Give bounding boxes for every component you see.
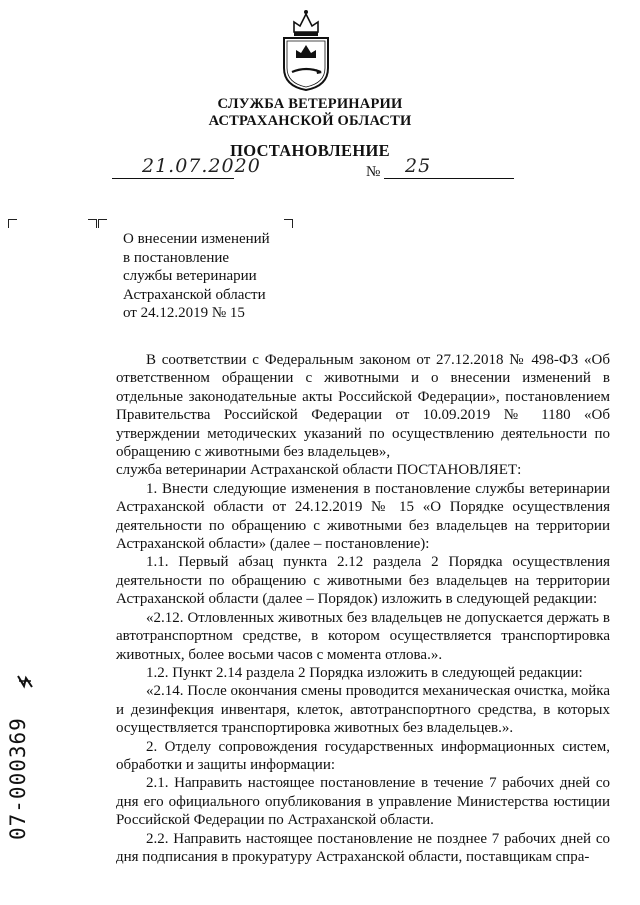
document-subject [123,230,270,323]
corner-bracket [284,219,293,228]
handwritten-number: 25 [405,155,432,177]
subject-line: службы ветеринарии [123,268,257,284]
coat-of-arms-emblem [276,6,336,92]
paragraph-item-1: 1. Внести следующие изменения в постановление службы ветеринарии Астраханской области от 24.12.2019 № 15 «О Порядке осуществления деятельности по обращению с животными без владельцев на территории Астраханской области» (далее – постановление): [116,480,610,553]
paragraph-quote-2-12: «2.12. Отловленных животных без владельцев не допускается держать в автотранспортном средстве, в котором осуществляется транспортировка животных, более восьми часов с момента отлова.». [116,609,610,663]
subject-line: от 24.12.2019 № 15 [123,305,245,321]
number-sign: № [366,164,381,180]
corner-bracket [8,219,17,228]
org-name-line2: АСТРАХАНСКОЙ ОБЛАСТИ [208,113,412,129]
date-underline [112,178,234,179]
org-name-line1: СЛУЖБА ВЕТЕРИНАРИИ [217,96,403,112]
paragraph-item-2-2: 2.2. Направить настоящее постановление не позднее 7 рабочих дней со дня подписания в прокуратуру Астраханской области, поставщикам спра- [116,830,610,865]
subject-line: Астраханской области [123,286,266,303]
corner-bracket [98,219,107,228]
corner-bracket [88,219,97,228]
number-underline [384,178,514,179]
registration-stamp: 07-000369 [6,717,30,840]
paragraph-item-1-2: 1.2. Пункт 2.14 раздела 2 Порядка изложить в следующей редакции: [146,664,583,681]
document-body [116,351,610,866]
subject-line: О внесении изменений [123,231,270,247]
paragraph-quote-2-14: «2.14. После окончания смены проводится механическая очистка, мойка и дезинфекция инвентаря, клеток, автотранспортного средства, в которых осуществляется транспортировка животных без владельцев.». [116,683,610,737]
paragraph-item-2-1: 2.1. Направить настоящее постановление в течение 7 рабочих дней со дня его официального опубликования в управление Министерства юстиции Российской Федерации по Астраханской области. [116,775,610,829]
handwritten-date: 21.07.2020 [142,155,261,177]
paragraph-resolves: служба ветеринарии Астраханской области ПОСТАНОВЛЯЕТ: [116,462,522,479]
document-type-title: ПОСТАНОВЛЕНИЕ [230,141,390,160]
paragraph-item-1-1: 1.1. Первый абзац пункта 2.12 раздела 2 Порядка осуществления деятельности по обращению с животными без владельцев на территории Астраханской области (далее – Порядок) изложить в следующей редакции: [116,554,610,608]
paragraph-item-2: 2. Отделу сопровождения государственных информационных систем, обработки и защиты информации: [116,738,610,773]
paragraph-preamble: В соответствии с Федеральным законом от 27.12.2018 № 498-ФЗ «Об ответственном обращении с животными и о внесении изменений в отдельные законодательные акты Российской Федерации», постановлением Правительства Российской Федерации от 10.09.2019 № 1180 «Об утверждении методических указаний по осуществлению деятельности по обращению с животными без владельцев», [116,352,610,461]
subject-line: в постановление [123,249,230,266]
